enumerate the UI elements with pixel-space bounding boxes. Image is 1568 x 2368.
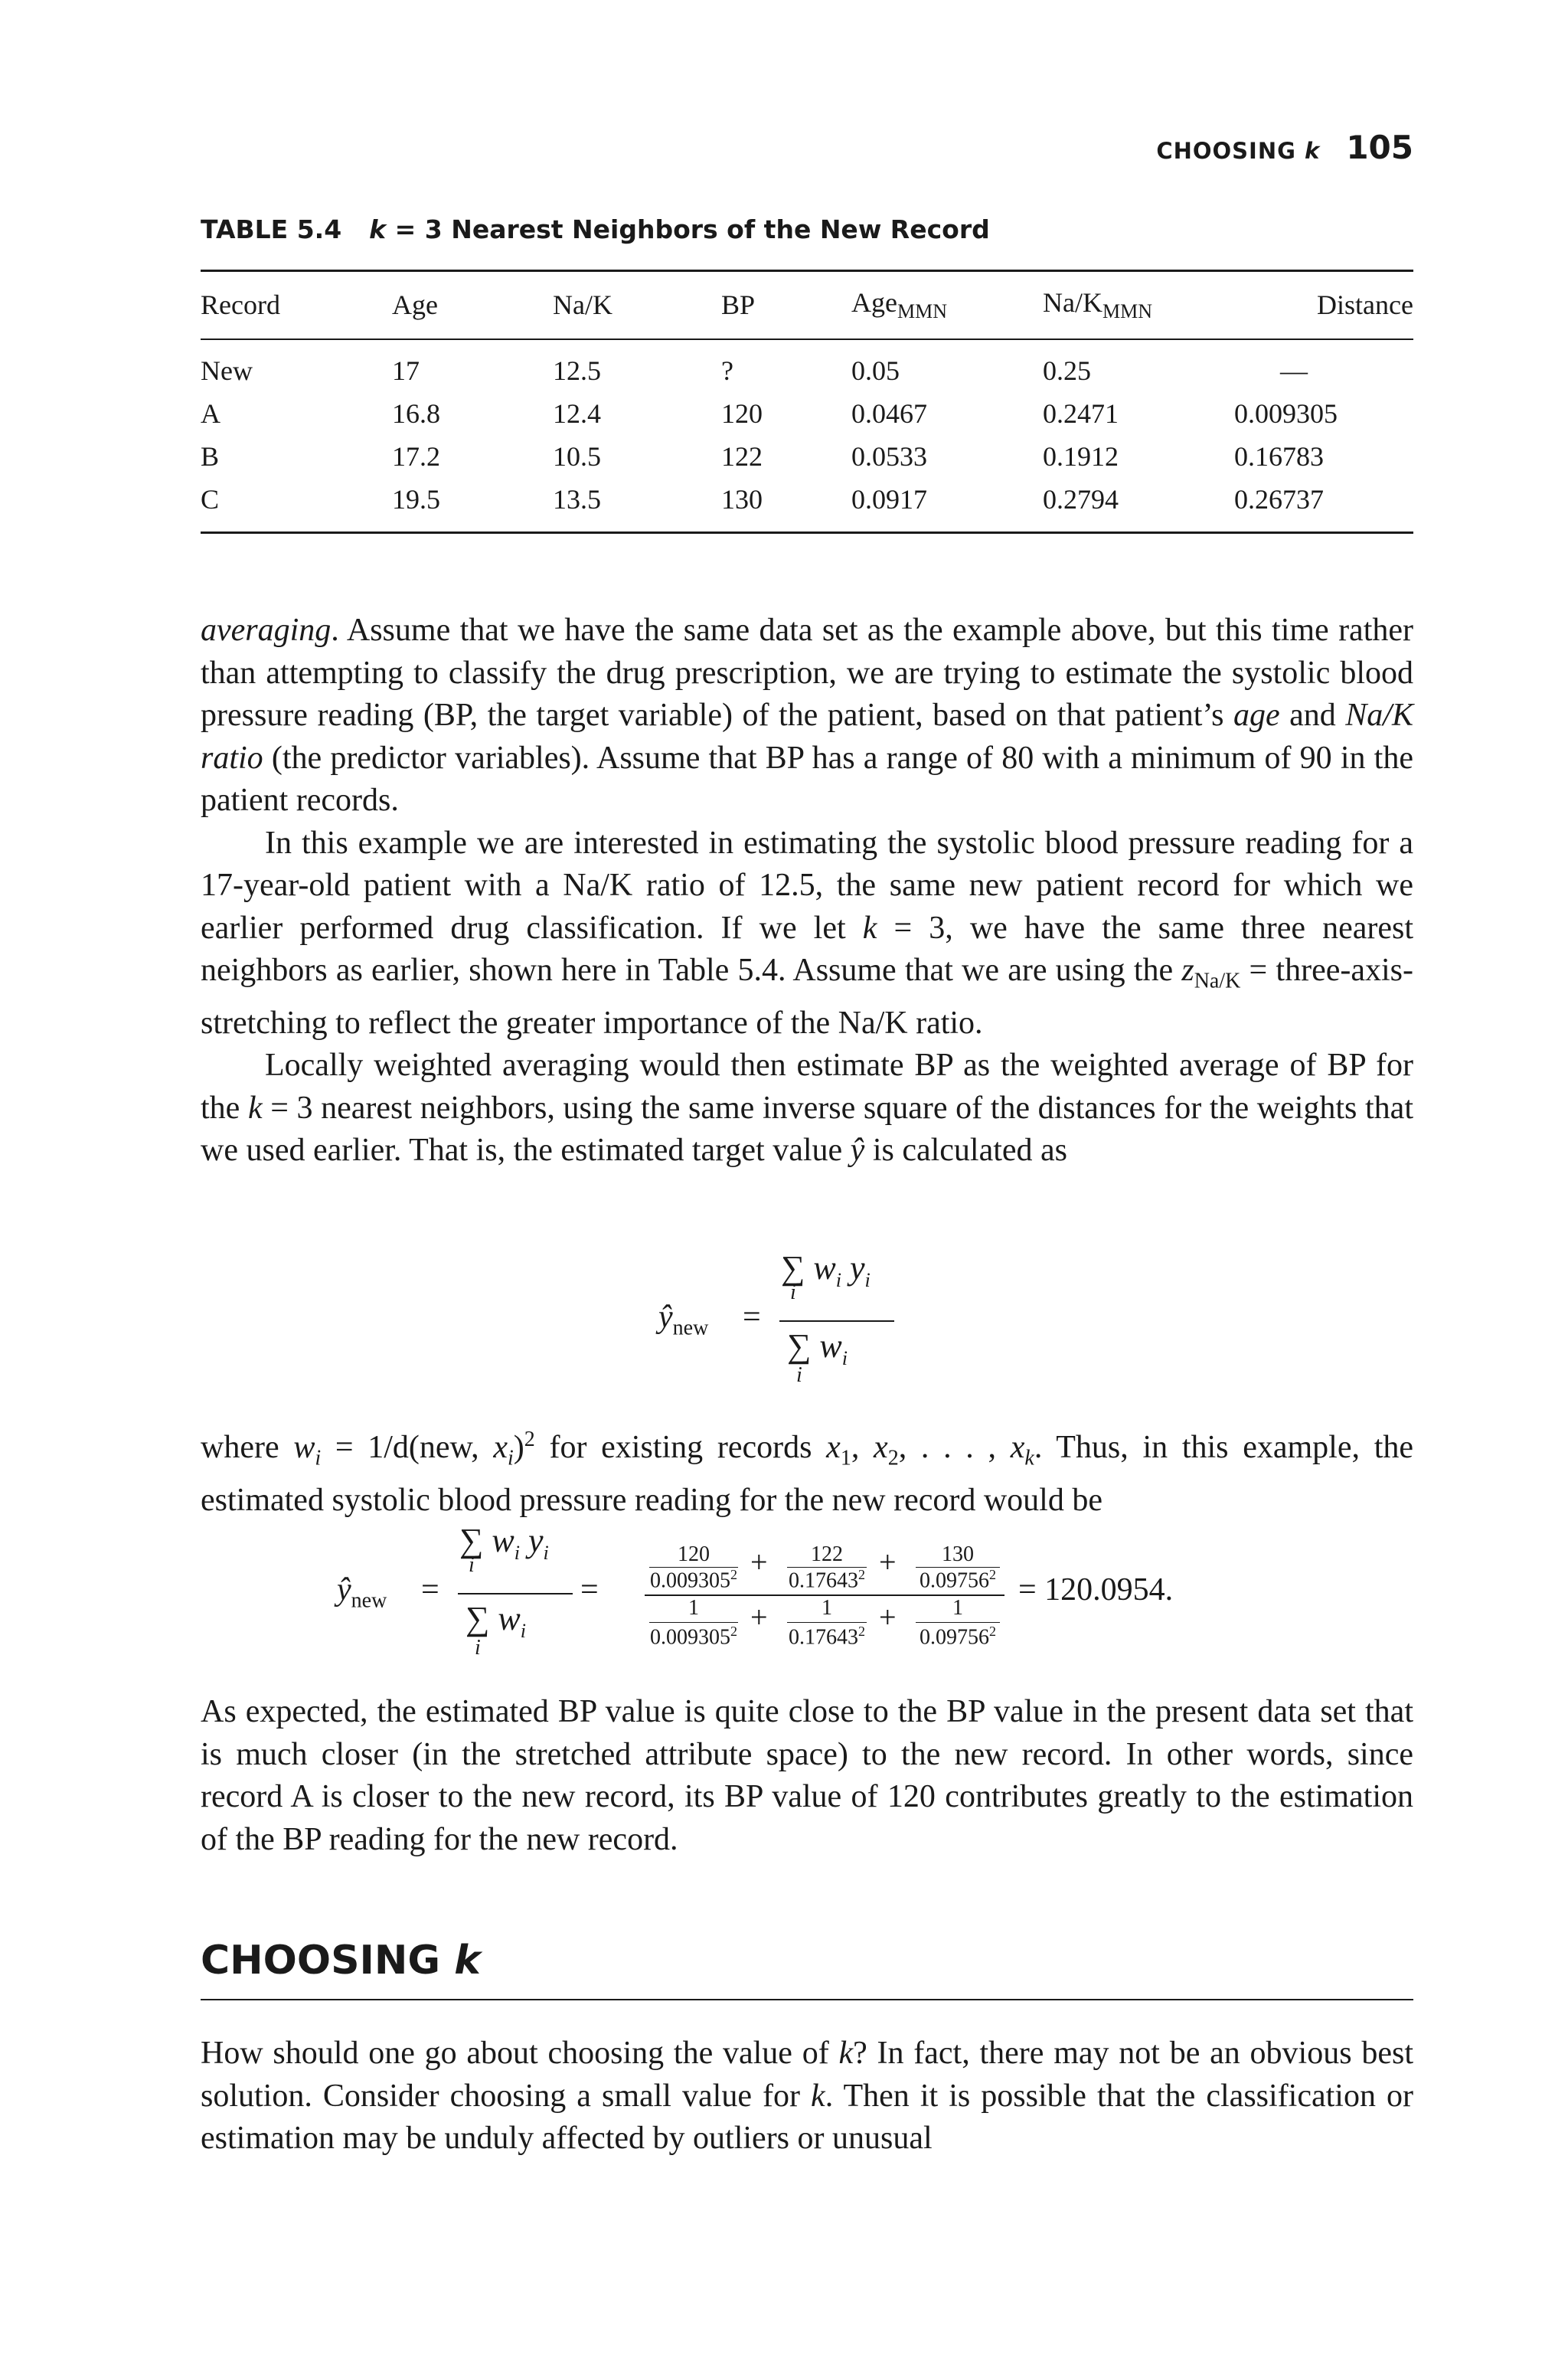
table-row: A 16.8 12.4 120 0.0467 0.2471 0.009305 [201,398,1338,429]
neighbors-table [201,272,1413,521]
paragraph-averaging: averaging. Assume that we have the same data set as the example above, but this time rather than attempting to classify the drug prescription, we are trying to estimate the systolic blood pressure reading (BP, the target variable) of the patient, based on that patient’s age and Na/K ratio (the predictor variables). Assume that BP has a range of 80 with a minimum of 90 in the patient records. [201,613,1413,818]
fraction-bar [458,1593,573,1594]
col-header: Na/K [553,289,612,320]
body-paragraph-choosing [201,2033,1413,2160]
equation-result: = 120.0954. [1018,1572,1174,1608]
table-row: C 19.5 13.5 130 0.0917 0.2794 0.26737 [201,484,1324,515]
col-header: Age$_{MMN}$ [851,286,947,323]
col-header: Age [392,289,438,320]
paragraph-choosing-k: How should one go about choosing the value of k? In fact, there may not be an obvious best solution. Consider choosing a small value for k. Then it is possible that the classification or estimation may be unduly affected by outliers or unusual [201,2036,1413,2156]
col-header: $Na/K_{MMN}$ [1043,286,1152,323]
table-caption: TABLE 5.4 k = 3 Nearest Neighbors of the New Record [201,214,990,244]
table-row: New 17 12.5 ? 0.05 0.25 — [201,355,1308,386]
col-header: Record [201,289,280,320]
col-header: BP [721,289,756,320]
running-title: CHOOSING k [1156,138,1321,164]
paragraph-where: where $w_i = 1/d(new$, $x_i)^2$ for existing records $x_1$, $x_2$, . . . , $x_k$. Thus, in this example, the estimated systolic blood pressure reading for the new record would be [201,1428,1414,1518]
body-paragraph-expected [201,1691,1413,1861]
table-bottom-rule [201,531,1413,534]
section-rule [201,1999,1413,2000]
col-header: Distance [1317,289,1413,320]
equation-estimate: $ŷ_{new}$ = ∑ $w_i$ $y_i$ i ∑ $w_i$ i = 120 0.009305$^2$ + 122 0.17643$^2$ + 130 0.09756$^2$ 1 0.009305$^2$ + 1 0.17643$^2$ + 1 $0.09756^2$ = 120.0954. [337,1522,1174,1660]
running-header [201,129,1413,166]
body-paragraphs-top [201,610,1413,1173]
paragraph-locally-weighted: Locally weighted averaging would then estimate BP as the weighted average of BP for the k = 3 nearest neighbors, using the same inverse square of the distances for the weights that we used earlier. That is, the estimated target value ŷ is calculated as [201,1048,1413,1169]
body-paragraph-where [201,1418,1413,1522]
equation-weighted-average: $ŷ_{new}$ = ∑ $w_i$ $y_i$ i ∑ $w_i$ i [658,1248,919,1402]
table-header-row [201,272,1413,338]
section-heading: CHOOSING k [201,1938,481,1984]
paragraph-example: In this example we are interested in estimating the systolic blood pressure reading for a 17-year-old patient with a Na/K ratio of 12.5, the same new patient record for which we earlier performed drug classification. If we let k = 3, we have the same three nearest neighbors as earlier, shown here in Table 5.4. Assume that we are using the $z_{Na/K}$ = three-axis-stretching to reflect the greater importance of the Na/K ratio. [201,825,1413,1041]
paragraph-as-expected: As expected, the estimated BP value is quite close to the BP value in the present data set that is much closer (in the stretched attribute space) to the new record. In other words, since record A is closer to the new record, its BP value of 120 contributes greatly to the estimation of the BP reading for the new record. [201,1694,1413,1857]
table-row: B 17.2 10.5 122 0.0533 0.1912 0.16783 [201,441,1324,472]
page-number: 105 [1346,129,1413,166]
fraction-bar [779,1320,894,1322]
